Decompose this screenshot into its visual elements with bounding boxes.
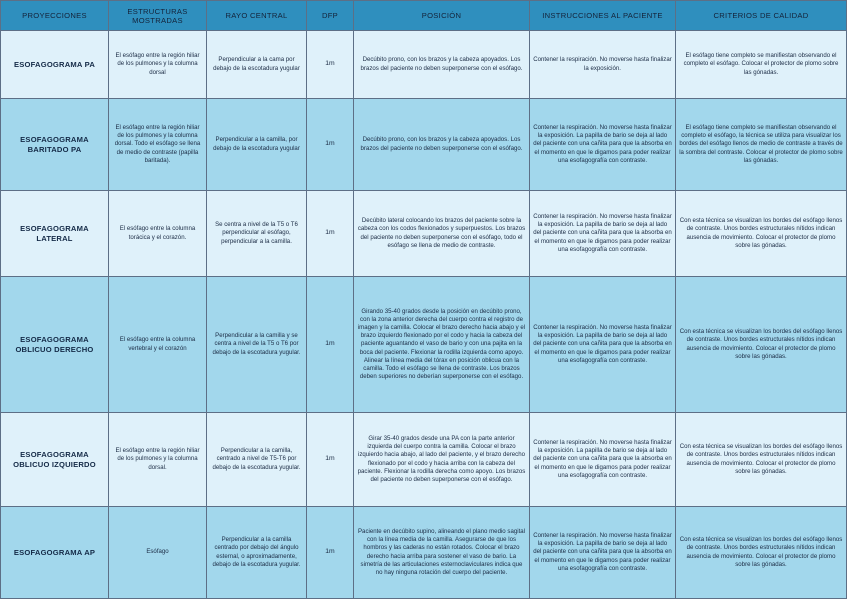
col-header-proyecciones: PROYECCIONES	[1, 1, 109, 31]
cell-criterios: Con esta técnica se visualizan los bordes del esófago llenos de contraste. Unos bordes estructurales nítidos indican ausencia de movimiento. Colocar el protector de plomo sobre las gónadas.	[676, 507, 847, 599]
cell-rayo-central: Perpendicular a la camilla, centrado a nivel de T5-T6 por debajo de la escotadura yugular.	[207, 413, 307, 507]
cell-posicion: Decúbito prono, con los brazos y la cabeza apoyados. Los brazos del paciente no deben superponerse con el esófago.	[354, 99, 530, 191]
cell-dfp: 1m	[307, 191, 354, 277]
col-header-posicion: POSICIÓN	[354, 1, 530, 31]
cell-proyeccion: ESOFAGOGRAMA LATERAL	[1, 191, 109, 277]
cell-dfp: 1m	[307, 507, 354, 599]
table-row	[1, 507, 847, 599]
col-header-criterios: CRITERIOS DE CALIDAD	[676, 1, 847, 31]
table-row	[1, 413, 847, 507]
cell-estructuras: Esófago	[109, 507, 207, 599]
cell-posicion: Girar 35-40 grados desde una PA con la parte anterior izquierda del cuerpo contra la camilla. Colocar el brazo izquierdo hacia abajo, al lado del paciente, y el brazo derecho flexionado por el codo y hacia arriba con la cabeza del paciente. Flexionar la rodilla derecha como apoyo. Los brazos del paciente no deben superponerse con el esófago.	[354, 413, 530, 507]
table-row	[1, 31, 847, 99]
cell-instrucciones: Contener la respiración. No moverse hasta finalizar la exposición. La papilla de bario se deja al lado del paciente con una cañita para que la absorba en el momento en que le digamos para poder realizar una esofagografía con contraste.	[530, 191, 676, 277]
cell-instrucciones: Contener la respiración. No moverse hasta finalizar la exposición. La papilla de bario se deja al lado del paciente con una cañita para que la absorba en el momento en que le digamos para poder realizar una esofagografía con contraste.	[530, 277, 676, 413]
cell-proyeccion: ESOFAGOGRAMA BARITADO PA	[1, 99, 109, 191]
cell-instrucciones: Contener la respiración. No moverse hasta finalizar la exposición. La papilla de bario se deja al lado del paciente con una cañita para que la absorba en el momento en que le digamos para poder realizar una esofagografía con contraste.	[530, 507, 676, 599]
cell-dfp: 1m	[307, 413, 354, 507]
cell-estructuras: El esófago entre la región hiliar de los pulmones y la columna dorsal.	[109, 413, 207, 507]
cell-estructuras: El esófago entre la columna torácica y el corazón.	[109, 191, 207, 277]
cell-posicion: Decúbito lateral colocando los brazos del paciente sobre la cabeza con los codos flexionados y superpuestos. Los brazos del paciente no deben superponerse con el esófago, todo el esófago se llena de medio de contraste.	[354, 191, 530, 277]
cell-criterios: Con esta técnica se visualizan los bordes del esófago llenos de contraste. Unos bordes estructurales nítidos indican ausencia de movimiento. Colocar el protector de plomo sobre las gónadas.	[676, 277, 847, 413]
cell-rayo-central: Perpendicular a la camilla y se centra a nivel de la T5 o T6 por debajo de la escotadura yugular.	[207, 277, 307, 413]
cell-rayo-central: Perpendicular a la cama por debajo de la escotadura yugular	[207, 31, 307, 99]
cell-dfp: 1m	[307, 99, 354, 191]
cell-instrucciones: Contener la respiración. No moverse hasta finalizar la exposición.	[530, 31, 676, 99]
cell-dfp: 1m	[307, 31, 354, 99]
cell-proyeccion: ESOFAGOGRAMA PA	[1, 31, 109, 99]
cell-instrucciones: Contener la respiración. No moverse hasta finalizar la exposición. La papilla de bario se deja al lado del paciente con una cañita para que la absorba en el momento en que le digamos para poder realizar una esofagografía con contraste.	[530, 413, 676, 507]
col-header-estructuras: ESTRUCTURAS MOSTRADAS	[109, 1, 207, 31]
table-row	[1, 99, 847, 191]
table-row	[1, 277, 847, 413]
cell-proyeccion: ESOFAGOGRAMA AP	[1, 507, 109, 599]
cell-proyeccion: ESOFAGOGRAMA OBLICUO DERECHO	[1, 277, 109, 413]
col-header-rayo-central: RAYO CENTRAL	[207, 1, 307, 31]
col-header-instrucciones: INSTRUCCIONES AL PACIENTE	[530, 1, 676, 31]
cell-rayo-central: Perpendicular a la camilla, por debajo de la escotadura yugular	[207, 99, 307, 191]
table-header-row	[1, 1, 847, 31]
cell-estructuras: El esófago entre la región hiliar de los pulmones y la columna dorsal	[109, 31, 207, 99]
cell-criterios: El esófago tiene completo se manifiestan observando el completo el esófago, la técnica se utiliza para visualizar los bordes del esófago llenos de medio de contraste a través de la sombra del contraste. Colocar el protector de plomo sobre las gónadas.	[676, 99, 847, 191]
cell-rayo-central: Se centra a nivel de la T5 o T6 perpendicular al esófago, perpendicular a la camilla.	[207, 191, 307, 277]
cell-posicion: Decúbito prono, con los brazos y la cabeza apoyados. Los brazos del paciente no deben superponerse con el esófago.	[354, 31, 530, 99]
cell-criterios: Con esta técnica se visualizan los bordes del esófago llenos de contraste. Unos bordes estructurales nítidos indican ausencia de movimiento. Colocar el protector de plomo sobre las gónadas.	[676, 413, 847, 507]
cell-estructuras: El esófago entre la columna vertebral y el corazón	[109, 277, 207, 413]
cell-posicion: Girando 35-40 grados desde la posición en decúbito prono, con la zona anterior derecha del cuerpo contra el registro de imagen y la camilla. Colocar el brazo derecho hacia abajo y el brazo izquierdo flexionado por el codo y hacia la cabeza del paciente aguantando el vaso de bario y con una pajita en la boca del paciente. Flexionar la rodilla izquierda como apoyo. Alinear la línea media del tórax en posición oblicua con la camilla. Todo el esófago se llena de contraste. Los brazos deben superiores no deberían superponerse con el esófago.	[354, 277, 530, 413]
cell-posicion: Paciente en decúbito supino, alineando el plano medio sagital con la línea media de la camilla. Asegurarse de que los hombros y las caderas no están rotados. Colocar el brazo derecho hacia arriba para sostener el vaso de bario. La simetría de las articulaciones esternoclaviculares indica que no hay ninguna rotación del cuerpo del paciente.	[354, 507, 530, 599]
cell-rayo-central: Perpendicular a la camilla centrado por debajo del ángulo esternal, o aproximadamente, debajo de la escotadura yugular.	[207, 507, 307, 599]
cell-criterios: El esófago tiene completo se manifiestan observando el completo el esófago. Colocar el protector de plomo sobre las gónadas.	[676, 31, 847, 99]
col-header-dfp: DFP	[307, 1, 354, 31]
table-row	[1, 191, 847, 277]
cell-dfp: 1m	[307, 277, 354, 413]
cell-proyeccion: ESOFAGOGRAMA OBLICUO IZQUIERDO	[1, 413, 109, 507]
cell-criterios: Con esta técnica se visualizan los bordes del esófago llenos de contraste. Unos bordes estructurales nítidos indican ausencia de movimiento. Colocar el protector de plomo sobre las gónadas.	[676, 191, 847, 277]
cell-instrucciones: Contener la respiración. No moverse hasta finalizar la exposición. La papilla de bario se deja al lado del paciente con una cañita para que la absorba en el momento en que le digamos para poder realizar una esofagografía con contraste.	[530, 99, 676, 191]
cell-estructuras: El esófago entre la región hiliar de los pulmones y la columna dorsal. Todo el esófago se llena de medio de contraste (papilla baritada).	[109, 99, 207, 191]
